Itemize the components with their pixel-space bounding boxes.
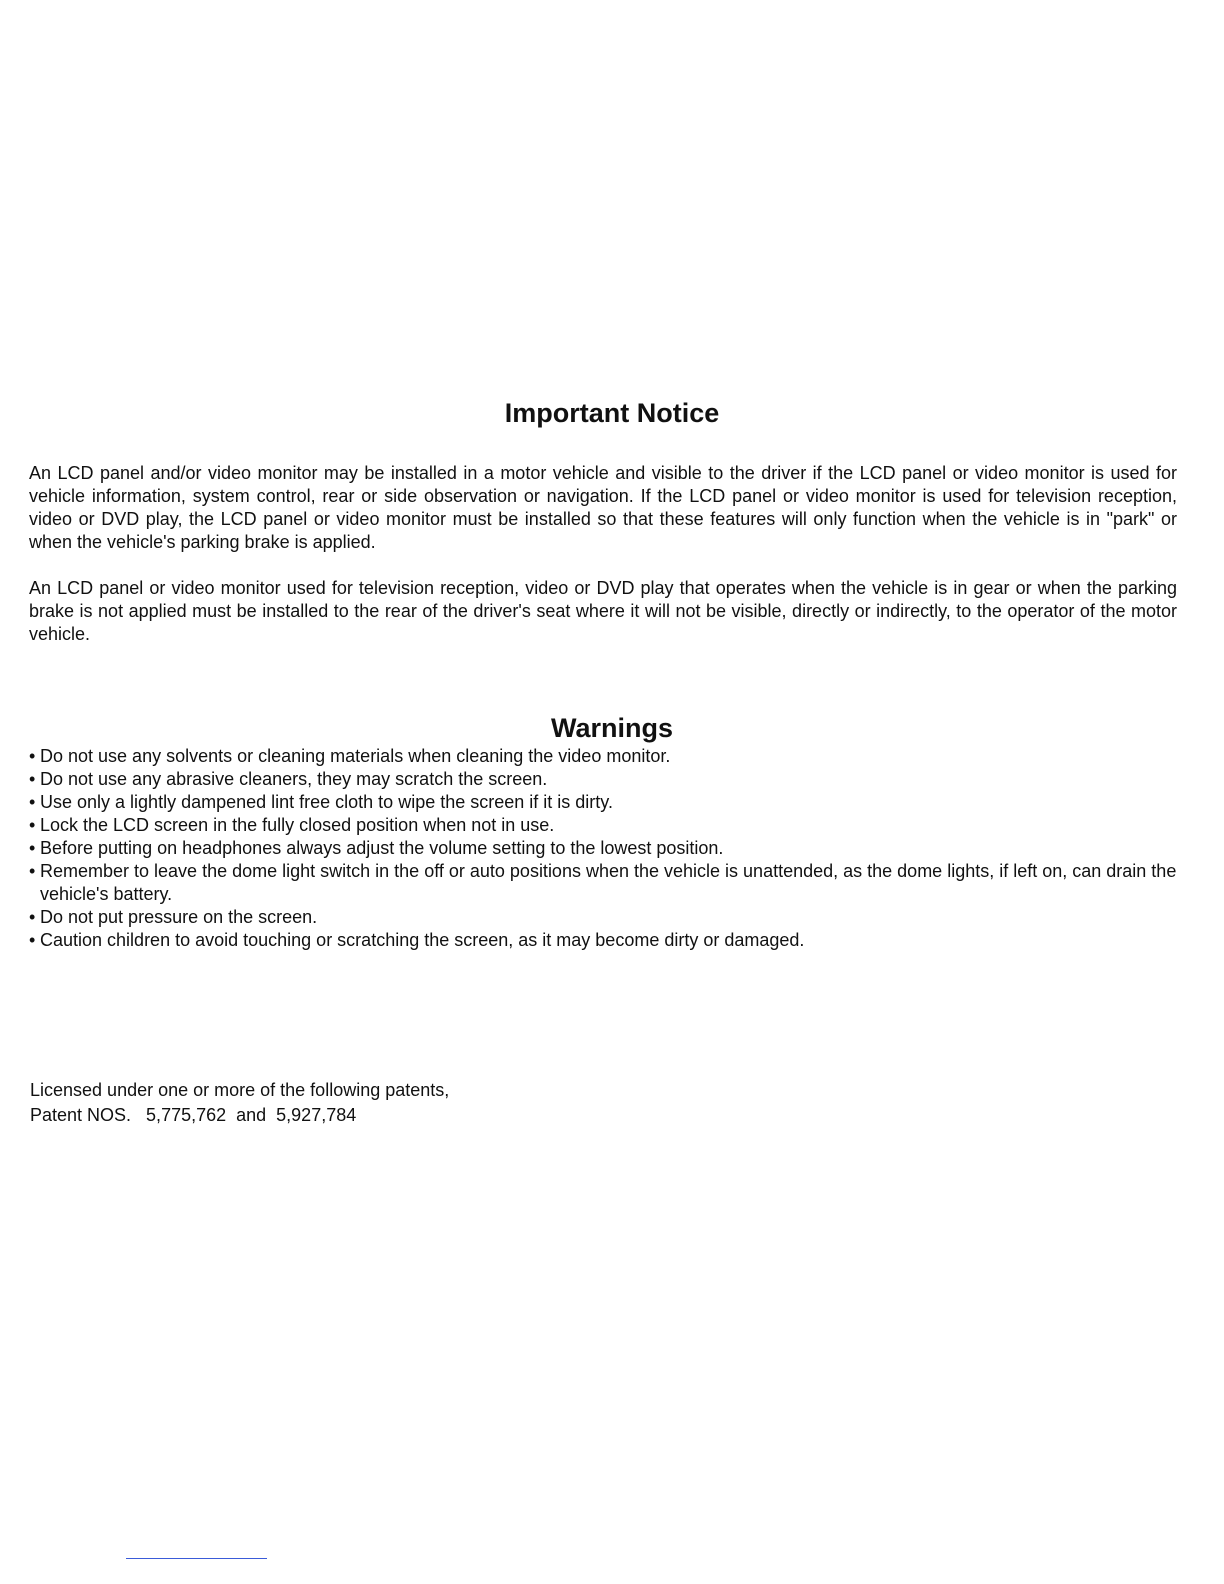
- bullet-icon: •: [29, 861, 36, 881]
- bullet-icon: •: [29, 838, 36, 858]
- patent-numbers-line: Patent NOS. 5,775,762 and 5,927,784: [30, 1105, 357, 1125]
- notice-paragraph-2: An LCD panel or video monitor used for television reception, video or DVD play that operates when the vehicle is in gear or when the parking brake is not applied must be installed to the rear of the driver's seat where it will not be visible, directly or indirectly, to the operator of the motor vehicle.: [29, 578, 1177, 644]
- warning-item: [29, 929, 1179, 952]
- warning-text: Before putting on headphones always adjust the volume setting to the lowest position.: [40, 838, 724, 858]
- warning-text: Do not use any solvents or cleaning materials when cleaning the video monitor.: [40, 746, 671, 766]
- warning-item: [29, 860, 1179, 906]
- patent-license-notice: [30, 1078, 449, 1128]
- warning-text: Lock the LCD screen in the fully closed position when not in use.: [40, 815, 555, 835]
- warning-item: [29, 906, 1179, 929]
- warning-text: Do not put pressure on the screen.: [40, 907, 318, 927]
- warning-item: [29, 791, 1179, 814]
- bullet-icon: •: [29, 792, 36, 812]
- bullet-icon: •: [29, 815, 36, 835]
- warning-item: [29, 814, 1179, 837]
- warning-text: Caution children to avoid touching or scratching the screen, as it may become dirty or damaged.: [40, 930, 805, 950]
- warning-item: [29, 837, 1179, 860]
- bullet-icon: •: [29, 907, 36, 927]
- warning-item: [29, 745, 1179, 768]
- warning-text: Do not use any abrasive cleaners, they may scratch the screen.: [40, 769, 548, 789]
- bullet-icon: •: [29, 930, 36, 950]
- warnings-list: [29, 745, 1179, 952]
- warning-text: Use only a lightly dampened lint free cloth to wipe the screen if it is dirty.: [40, 792, 613, 812]
- warning-item: [29, 768, 1179, 791]
- bullet-icon: •: [29, 746, 36, 766]
- license-line-1: Licensed under one or more of the following patents,: [30, 1080, 450, 1100]
- important-notice-heading: Important Notice: [504, 398, 720, 428]
- bullet-icon: •: [29, 769, 36, 789]
- warnings-heading: Warnings: [550, 713, 673, 743]
- notice-paragraph-1: An LCD panel and/or video monitor may be installed in a motor vehicle and visible to the driver if the LCD panel or video monitor is used for vehicle information, system control, rear or side observation or navigation. If the LCD panel or video monitor is used for television reception, video or DVD play, the LCD panel or video monitor must be installed so that these features will only function when the vehicle is in "park" or when the vehicle's parking brake is applied.: [29, 463, 1177, 552]
- warning-text: Remember to leave the dome light switch in the off or auto positions when the vehicle is unattended, as the dome lights, if left on, can drain the vehicle's battery.: [40, 861, 1177, 904]
- footer-rule-divider: [126, 1558, 267, 1559]
